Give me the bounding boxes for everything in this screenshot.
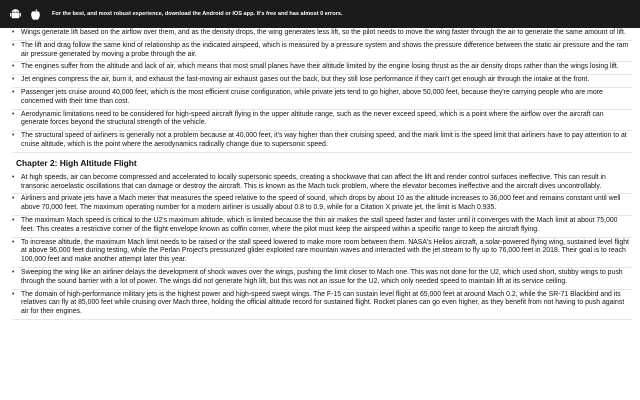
list-item: • To increase altitude, the maximum Mach limit needs to be raised or the stall speed lowered to make more room between them. NASA's Helios aircraft, a solar-powered flying wing, sustained level flight at above 96,000 feet during testing, while the Perlan Project's pressurized glider exploited rare mountain waves and interacted with the jet stream to fly up to 76,000 feet in 2018. Their goal is to reach 100,000 feet and make another attempt later this year.: [12, 238, 632, 268]
list-item: • Aerodynamic limitations need to be considered for high-speed aircraft flying in the upper altitude range, such as the never exceed speed, which is a point where the airflow over the aircraft can generate forces beyond the structural strength of the vehicle.: [12, 110, 632, 132]
list-item: • Jet engines compress the air, burn it, and exhaust the fast-moving air exhaust gases out the back, but they still lose performance if they can't get enough air through the intake at the front.: [12, 75, 632, 88]
apple-icon[interactable]: [28, 7, 42, 21]
android-icon[interactable]: [8, 7, 22, 21]
list-item: • Airliners and private jets have a Mach meter that measures the speed relative to the speed of sound, which drops by about 10 as the altitude increases to 36,000 feet and remains constant until well above 70,000 feet. The maximum operating number for a modern airliner is usually about 0.8 to 0.9, while for a Citation X private jet, the limit is Mach 0.935.: [12, 194, 632, 216]
list-item: • At high speeds, air can become compressed and accelerated to locally supersonic speeds, creating a shockwave that can affect the lift and render control surfaces ineffective. This can result in transonic aeroelastic oscillations that can damage or destroy the aircraft. This is known as the Mach tuck problem, where the elevator becomes ineffective and the aircraft dives uncontrollably.: [12, 173, 632, 195]
section1-list: [12, 28, 632, 153]
list-item: • Passenger jets cruise around 40,000 feet, which is the most efficient cruise configuration, while private jets tend to go higher, above 50,000 feet, because they're carrying people who are more concerned with their time than cost.: [12, 88, 632, 110]
list-item: • The domain of high-performance military jets is the highest power and high-speed swept wings. The F-15 can sustain level flight at 65,000 feet at around Mach 0.2, while the SR-71 Blackbird and its relatives can fly at 85,000 feet while cruising over Mach three, holding the official altitude record for sustained flight. Rocket planes can go even higher, as they benefit from not having to push against air for their engines.: [12, 290, 632, 320]
list-item: • The lift and drag follow the same kind of relationship as the indicated airspeed, which is measured by a pressure system and shows the pressure difference between the static air pressure and the ram air pressure generated by moving a probe through the air.: [12, 41, 632, 63]
article-content: [0, 28, 640, 320]
chapter2-list: [12, 173, 632, 320]
chapter-title: Chapter 2: High Altitude Flight: [16, 157, 137, 168]
list-item: • Sweeping the wing like an airliner delays the development of shock waves over the wings, pushing the limit closer to Mach one. This was not done for the U2, which used short, stubby wings to push through the sound barrier with a lot of power. The wings did not generate high lift, but this was not an issue for the U2, which only needed speed to maintain lift at its service ceiling.: [12, 268, 632, 290]
list-item: • The structural speed of airliners is generally not a problem because at 40,000 feet, it's way higher than their cruising speed, and the mark limit is the speed limit that airliners have to pay attention to at cruise altitude, which is the point where the aerodynamics radically change due to supersonic speed.: [12, 131, 632, 153]
list-item: • The engines suffer from the altitude and lack of air, which means that most small planes have their altitude limited by the engine losing thrust as the air density drops rather than the wings losing lift.: [12, 62, 632, 75]
list-item: • The maximum Mach speed is critical to the U2's maximum altitude, which is limited because the thin air makes the stall speed faster and faster until it converges with the Mach limit at about 75,000 feet. This creates a restrictive corner of the flight envelope known as coffin corner, where the pilot must keep the airspeed within a specific range to keep the aircraft flying.: [12, 216, 632, 238]
list-item: • Wings generate lift based on the airflow over them, and as the density drops, the wing generates less lift, so the pilot needs to move the wing faster through the air to generate the same amount of lift.: [12, 28, 632, 41]
banner-message: For the best, and most robust experience, download the Android or IOS app. It's free and has almost 0 errors.: [52, 11, 343, 17]
app-download-banner: [0, 0, 640, 28]
